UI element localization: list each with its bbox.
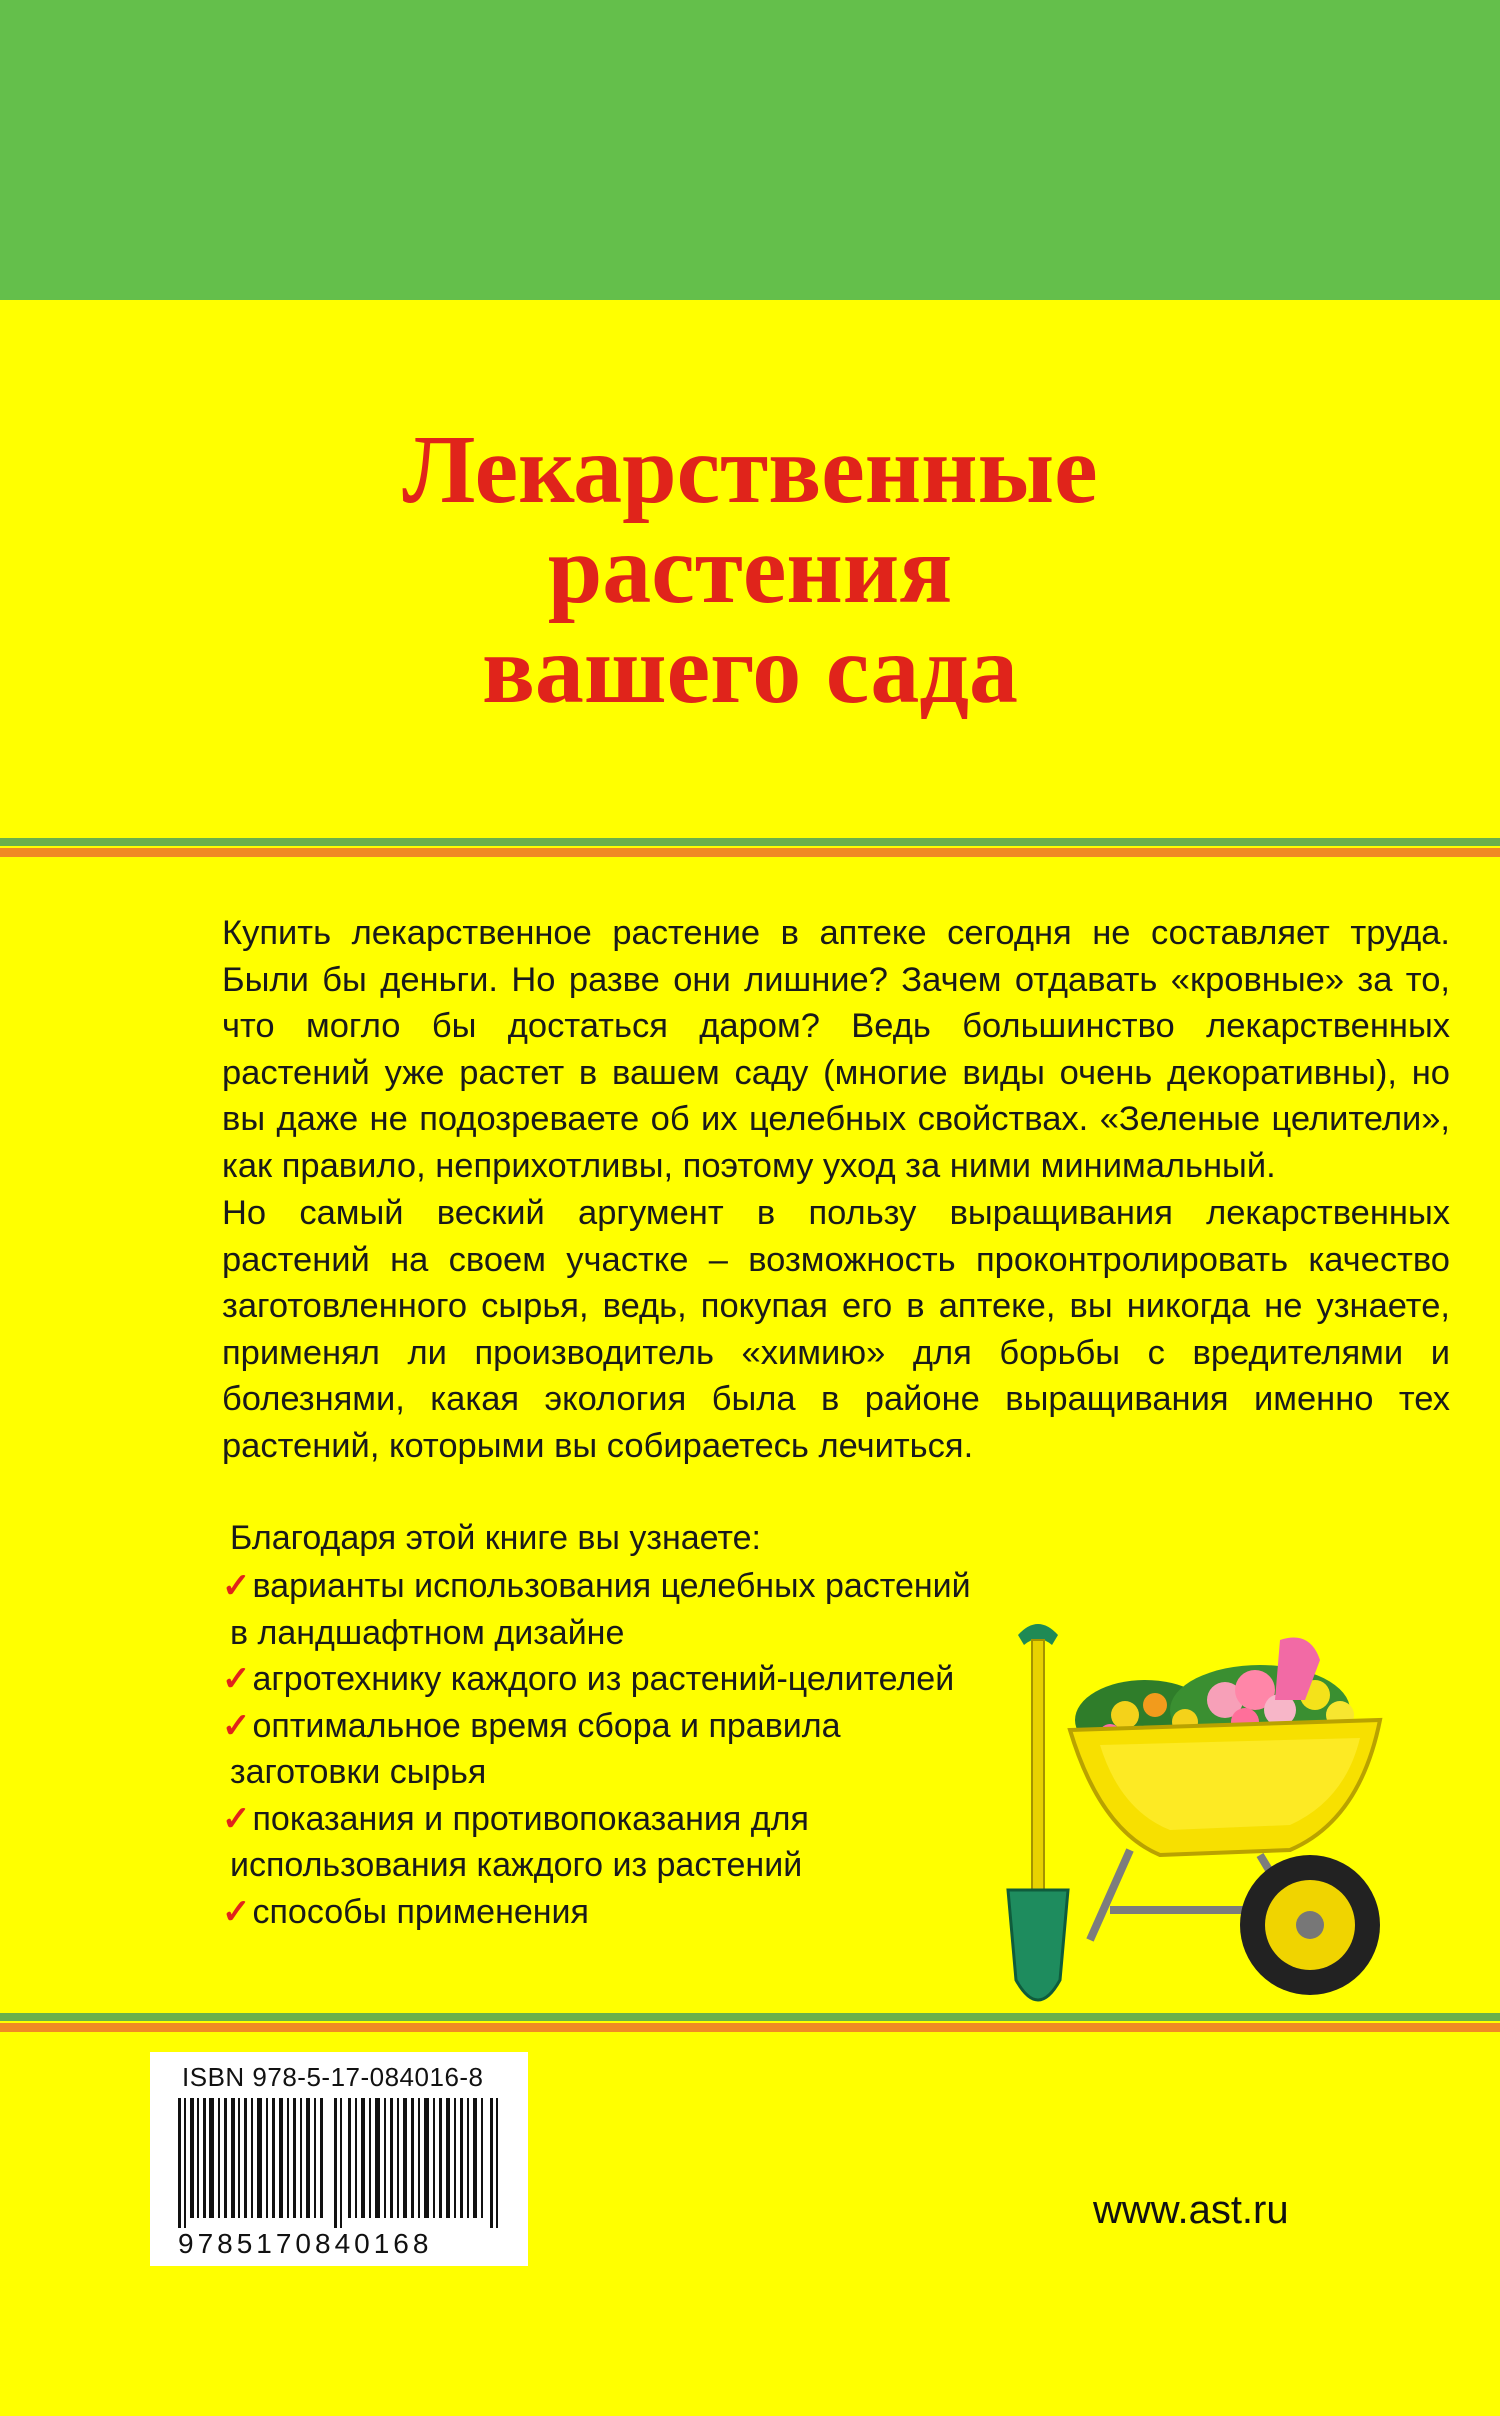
benefit-item: [222, 1563, 1022, 1656]
benefit-text: использования каждого из растений: [230, 1846, 803, 1884]
text-line: вы даже не подозреваете об их целебных свойствах. «Зеленые целители»,: [222, 1100, 1450, 1138]
benefits-intro: Благодаря этой книге вы узнаете:: [230, 1519, 761, 1557]
text-line: применял ли производитель «химию» для борьбы с вредителями и: [222, 1333, 1450, 1372]
website-url[interactable]: www.ast.ru: [1093, 2188, 1289, 2232]
description-paragraph-1: [222, 910, 1450, 1189]
benefit-text: показания и противопоказания для: [252, 1799, 809, 1838]
text-line: Были бы деньги. Но разве они лишние? Зачем отдавать «кровные» за то,: [222, 960, 1450, 999]
text-line: заготовленного сырья, ведь, покупая его в аптеке, вы никогда не узнаете,: [222, 1287, 1450, 1325]
title-line-2: растения: [547, 516, 953, 624]
book-title: [250, 416, 1250, 724]
text-line: Но самый веский аргумент в пользу выращивания лекарственных: [222, 1194, 1450, 1232]
benefit-text: агротехнику каждого из растений-целителей: [252, 1660, 955, 1698]
barcode-block: [150, 2052, 528, 2266]
text-line: растений уже растет в вашем саду (многие виды очень декоративны), но: [222, 1053, 1450, 1092]
title-line-3: вашего сада: [482, 616, 1018, 724]
benefit-item: [222, 1656, 1022, 1703]
check-icon: ✓: [222, 1799, 251, 1838]
divider-stripe-green: [0, 838, 1500, 846]
ean-number: 9785170840168: [178, 2228, 433, 2259]
benefit-text: оптимальное время сбора и правила: [252, 1706, 841, 1745]
shovel-icon: [1008, 1624, 1068, 2000]
text-line: растений на своем участке – возможность проконтролировать качество: [222, 1240, 1450, 1279]
benefit-item: [222, 1889, 1022, 1936]
text-line: Купить лекарственное растение в аптеке сегодня не составляет труда.: [222, 914, 1450, 952]
check-icon: ✓: [222, 1660, 251, 1698]
bottom-stripe-green: [0, 2013, 1500, 2021]
divider-stripe-orange: [0, 848, 1500, 857]
wheel-icon: [1240, 1855, 1380, 1995]
check-icon: ✓: [222, 1567, 251, 1605]
check-icon: ✓: [222, 1892, 251, 1931]
isbn-label: ISBN 978-5-17-084016-8: [182, 2062, 484, 2092]
text-line: как правило, неприхотливы, поэтому уход за ними минимальный.: [222, 1146, 1276, 1185]
top-green-band: [0, 0, 1500, 300]
benefit-item: [222, 1796, 1022, 1889]
title-line-1: Лекарственные: [402, 416, 1098, 524]
wheelbarrow-illustration: [960, 1610, 1410, 2040]
benefit-text: заготовки сырья: [230, 1753, 487, 1791]
description-paragraph-2: [222, 1190, 1450, 1469]
check-icon: ✓: [222, 1706, 251, 1745]
benefit-item: [222, 1703, 1022, 1796]
text-line: растений, которыми вы собираетесь лечиться.: [222, 1426, 974, 1465]
benefit-text: в ландшафтном дизайне: [230, 1613, 625, 1652]
benefit-text: варианты использования целебных растений: [252, 1567, 971, 1605]
text-line: что могло бы достаться даром? Ведь большинство лекарственных: [222, 1007, 1450, 1045]
benefit-text: способы применения: [252, 1892, 589, 1931]
bottom-stripe-orange: [0, 2023, 1500, 2032]
barcode-icon: [178, 2098, 508, 2228]
text-line: болезнями, какая экология была в районе выращивания именно тех: [222, 1380, 1450, 1418]
benefits-list: [222, 1563, 1022, 1935]
